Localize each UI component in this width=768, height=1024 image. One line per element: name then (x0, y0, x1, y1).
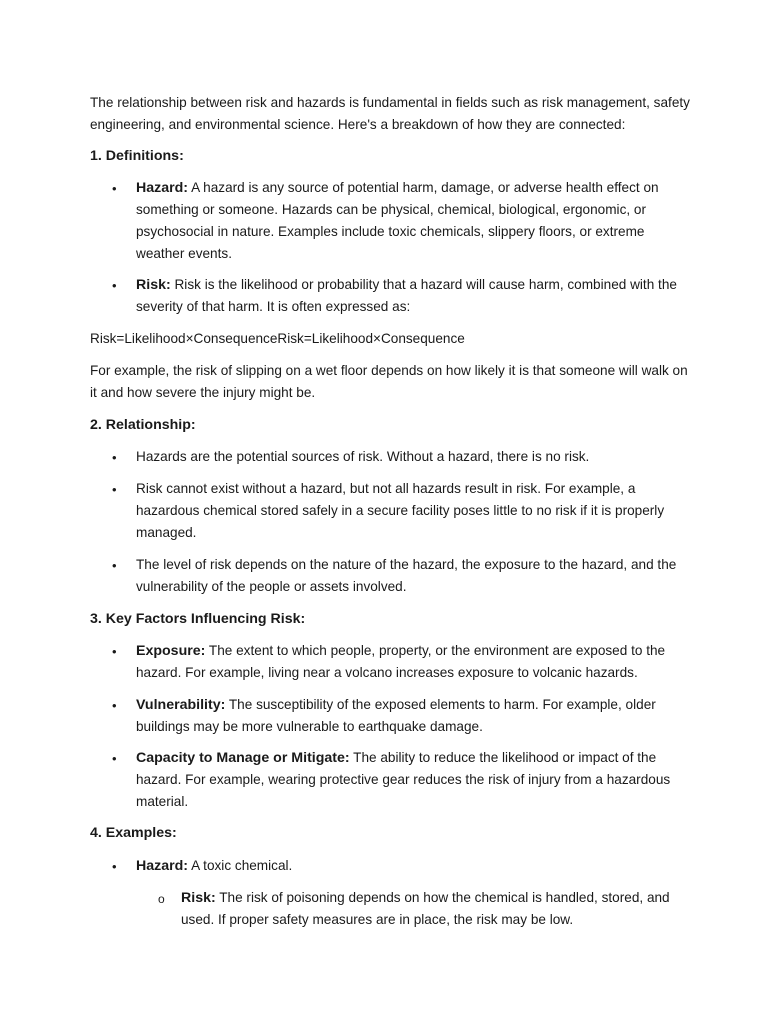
term-label: Risk: (136, 277, 171, 293)
item-text: The extent to which people, property, or the environment are exposed to the hazard. For example, living near a volcano increases exposure to volcanic hazards. (136, 643, 666, 680)
list-item-exposure (136, 640, 681, 684)
term-label: Hazard: (136, 180, 189, 196)
bullet: • (112, 181, 117, 196)
term-label: Hazard: (136, 858, 189, 874)
item-text: Risk is the likelihood or probability that a hazard will cause harm, combined with the severity of that harm. It is often expressed as: (136, 277, 677, 314)
item-text: The susceptibility of the exposed elements to harm. For example, older buildings may be more vulnerable to earthquake damage. (136, 697, 656, 734)
item-text: The risk of poisoning depends on how the chemical is handled, stored, and used. If proper safety measures are in place, the risk may be low. (181, 890, 670, 927)
list-item-hazard-definition (136, 177, 681, 265)
term-label: Capacity to Manage or Mitigate: (136, 750, 350, 766)
bullet: • (112, 698, 117, 713)
term-label: Vulnerability: (136, 697, 226, 713)
item-text: A hazard is any source of potential harm, damage, or adverse health effect on something or someone. Hazards can be physical, chemical, biological, ergonomic, or psychosocial in nature. Examples include toxic chemicals, slippery floors, or extreme weather events. (136, 180, 659, 261)
item-text: A toxic chemical. (188, 858, 293, 873)
term-label: Risk: (181, 890, 216, 906)
heading-definitions: 1. Definitions: (90, 148, 184, 164)
example-paragraph: For example, the risk of slipping on a wet floor depends on how likely it is that someone will walk on it and how severe the injury might be. (90, 363, 688, 400)
intro-paragraph: The relationship between risk and hazards is fundamental in fields such as risk management, safety engineering, and environmental science. Here's a breakdown of how they are connected: (90, 95, 690, 132)
sub-list-item-risk-example (181, 887, 681, 931)
list-item: Risk cannot exist without a hazard, but not all hazards result in risk. For example, a hazardous chemical stored safely in a secure facility poses little to no risk if it is properly managed. (136, 481, 665, 540)
heading-relationship: 2. Relationship: (90, 417, 196, 433)
list-item-risk-definition (136, 274, 681, 318)
bullet: • (112, 644, 117, 659)
list-item-capacity (136, 747, 681, 813)
bullet: • (112, 558, 117, 573)
term-label: Exposure: (136, 643, 206, 659)
bullet: • (112, 278, 117, 293)
bullet: • (112, 751, 117, 766)
list-item-hazard-example (136, 855, 681, 877)
list-item: Hazards are the potential sources of risk. Without a hazard, there is no risk. (136, 449, 590, 464)
list-item: The level of risk depends on the nature of the hazard, the exposure to the hazard, and the vulnerability of the people or assets involved. (136, 557, 677, 594)
heading-examples: 4. Examples: (90, 825, 177, 841)
list-item-vulnerability (136, 694, 681, 738)
item-text: The ability to reduce the likelihood or impact of the hazard. For example, wearing protective gear reduces the risk of injury from a hazardous material. (136, 750, 671, 809)
sub-bullet: o (158, 892, 165, 906)
formula-line: Risk=Likelihood×ConsequenceRisk=Likelihood×Consequence (90, 331, 465, 346)
bullet: • (112, 859, 117, 874)
bullet: • (112, 482, 117, 497)
heading-key-factors: 3. Key Factors Influencing Risk: (90, 611, 306, 627)
bullet: • (112, 450, 117, 465)
